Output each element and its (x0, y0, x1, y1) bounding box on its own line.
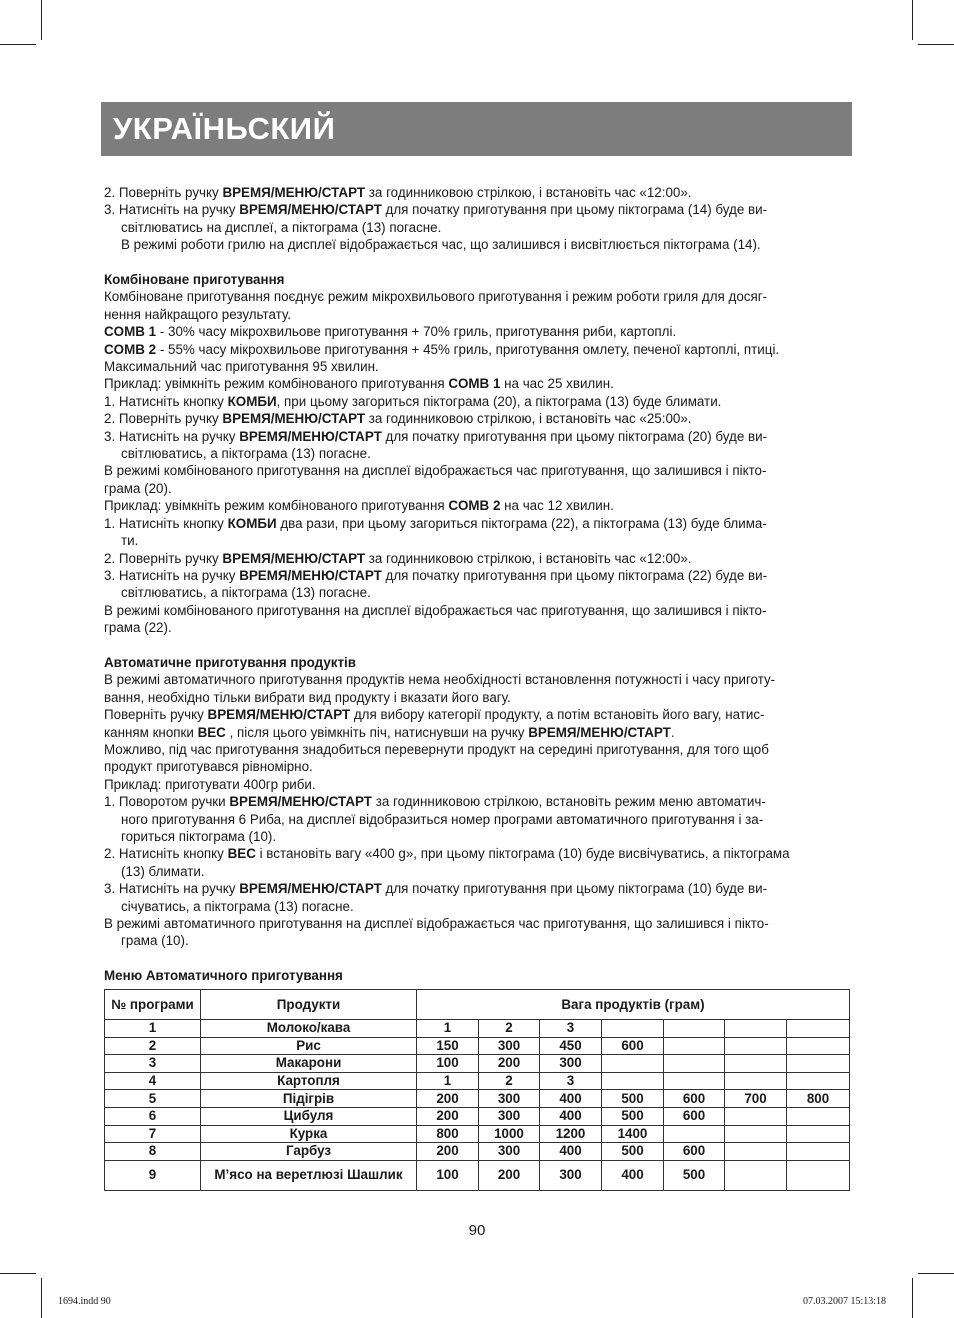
list-item-continuation: ного приготування 6 Риба, на дисплеї відобразиться номер програми автоматичного приготування і за- (121, 811, 764, 827)
table-cell: 300 (540, 1055, 602, 1073)
table-cell (725, 1125, 787, 1143)
table-cell: 1400 (602, 1125, 664, 1143)
table-cell: 3 (105, 1055, 201, 1073)
list-item: 1. Натисніть кнопку КОМБИ, при цьому загориться піктограма (20), а піктограма (13) буде блимати. (104, 393, 722, 409)
table-cell: 200 (479, 1055, 540, 1073)
table-cell: 400 (540, 1090, 602, 1108)
paragraph-line: грама (20). (104, 480, 172, 496)
paragraph-line: Комбіноване приготування поєднує режим мікрохвильового приготування і режим роботи гриля для досяг- (104, 289, 768, 305)
table-cell: Гарбуз (201, 1143, 417, 1161)
page-number: 90 (468, 1222, 486, 1239)
table-heading: Меню Автоматичного приготування (104, 968, 343, 984)
table-cell: 100 (417, 1160, 479, 1190)
crop-mark (918, 1273, 954, 1274)
table-row (105, 1107, 850, 1125)
list-item: 3. Натисніть на ручку ВРЕМЯ/МЕНЮ/СТАРТ для початку приготування при цьому піктограма (22) буде ви- (104, 567, 768, 583)
language-banner (101, 102, 852, 156)
list-item-continuation: світлюватись, а піктограма (13) погасне. (121, 446, 371, 462)
table-cell: 5 (105, 1090, 201, 1108)
table-cell: 200 (417, 1107, 479, 1125)
table-cell (602, 1020, 664, 1038)
paragraph-line: В режимі автоматичного приготування на дисплеї відображається час приготування, що залишився і пікто- (104, 916, 769, 932)
table-cell: 300 (479, 1143, 540, 1161)
column-header: № програми (105, 990, 201, 1020)
table-cell: Молоко/кава (201, 1020, 417, 1038)
table-cell: 600 (664, 1143, 725, 1161)
table-cell: Цибуля (201, 1107, 417, 1125)
table-header-row (105, 990, 850, 1020)
table-cell: 300 (540, 1160, 602, 1190)
table-cell: 2 (479, 1020, 540, 1038)
table-cell: 1200 (540, 1125, 602, 1143)
table-cell: 1000 (479, 1125, 540, 1143)
paragraph-line: нення найкращого результату. (104, 306, 291, 322)
table-cell: 500 (602, 1107, 664, 1125)
table-cell (602, 1072, 664, 1090)
table-cell: 1 (105, 1020, 201, 1038)
table-cell (725, 1072, 787, 1090)
list-item: 1. Поворотом ручки ВРЕМЯ/МЕНЮ/СТАРТ за годинниковою стрілкою, встановіть режим меню автоматич- (104, 794, 766, 810)
column-header: Вага продуктів (грам) (417, 990, 850, 1020)
print-slug-file: 1694.indd 90 (58, 1296, 111, 1307)
paragraph-line: грама (22). (104, 620, 172, 636)
list-item-continuation: світлюватись, а піктограма (13) погасне. (121, 585, 371, 601)
paragraph-line: Можливо, під час приготування знадобиться перевернути продукт на середині приготування, для того щоб (104, 741, 769, 757)
table-cell: 1 (417, 1020, 479, 1038)
section-heading: Комбіноване приготування (104, 272, 285, 288)
crop-mark (41, 1278, 42, 1318)
list-item: 2. Поверніть ручку ВРЕМЯ/МЕНЮ/СТАРТ за годинниковою стрілкою, і встановіть час «12:00». (104, 185, 692, 200)
table-cell (787, 1072, 850, 1090)
table-cell (725, 1107, 787, 1125)
crop-mark (912, 0, 913, 40)
list-item: 2. Поверніть ручку ВРЕМЯ/МЕНЮ/СТАРТ за годинниковою стрілкою, і встановіть час «12:00». (104, 550, 692, 566)
paragraph-line: В режимі комбінованого приготування на дисплеї відображається час приготування, що залишився і пікто- (104, 602, 767, 618)
example-line: Приклад: увімкніть режим комбінованого приготування COMB 2 на час 12 хвилин. (104, 498, 614, 514)
table-cell: 800 (787, 1090, 850, 1108)
table-cell: 4 (105, 1072, 201, 1090)
auto-menu-table (104, 989, 850, 1191)
list-item-continuation: гориться піктограма (10). (121, 829, 277, 844)
list-item: 2. Натисніть кнопку ВЕС і встановіть вагу «400 g», при цьому піктограма (10) буде висвічуватись, а піктограма (104, 846, 790, 862)
table-cell (664, 1125, 725, 1143)
table-row (105, 1037, 850, 1055)
table-cell (602, 1055, 664, 1073)
example-line: Приклад: увімкніть режим комбінованого приготування COMB 1 на час 25 хвилин. (104, 376, 614, 392)
table-row (105, 1090, 850, 1108)
table-cell (725, 1160, 787, 1190)
table-row (105, 1020, 850, 1038)
paragraph-line: В режимі комбінованого приготування на дисплеї відображається час приготування, що залишився і пікто- (104, 463, 767, 479)
crop-mark (912, 1278, 913, 1318)
table-cell (664, 1072, 725, 1090)
table-cell: 700 (725, 1090, 787, 1108)
paragraph-line: В режимі автоматичного приготування продуктів нема необхідності встановлення потужності і часу приготу- (104, 672, 776, 688)
paragraph-line: грама (10). (121, 933, 189, 949)
table-cell: 3 (540, 1020, 602, 1038)
list-item: 3. Натисніть на ручку ВРЕМЯ/МЕНЮ/СТАРТ для початку приготування при цьому піктограма (20) буде ви- (104, 428, 768, 444)
table-cell: 200 (417, 1143, 479, 1161)
table-cell: 9 (105, 1160, 201, 1190)
table-cell: Картопля (201, 1072, 417, 1090)
table-cell (725, 1055, 787, 1073)
paragraph-line: канням кнопки ВЕС , після цього увімкніть піч, натиснувши на ручку ВРЕМЯ/МЕНЮ/СТАРТ. (104, 724, 675, 740)
table-cell: М’ясо на веретлюзі Шашлик (201, 1160, 417, 1190)
table-cell: 6 (105, 1107, 201, 1125)
table-row (105, 1143, 850, 1161)
crop-mark (0, 44, 36, 45)
crop-mark (918, 44, 954, 45)
paragraph-line: продукт приготувався рівномірно. (104, 759, 313, 775)
page-content (104, 184, 850, 985)
crop-mark (0, 1273, 36, 1274)
table-cell (664, 1055, 725, 1073)
list-item: 3. Натисніть на ручку ВРЕМЯ/МЕНЮ/СТАРТ для початку приготування при цьому піктограма (10) буде ви- (104, 881, 768, 897)
table-cell: 500 (664, 1160, 725, 1190)
table-cell: 600 (664, 1090, 725, 1108)
table-cell: 800 (417, 1125, 479, 1143)
table-row (105, 1055, 850, 1073)
paragraph-line: Максимальний час приготування 95 хвилин. (104, 359, 379, 375)
column-header: Продукти (201, 990, 417, 1020)
table-cell (787, 1037, 850, 1055)
table-cell: 200 (479, 1160, 540, 1190)
table-cell: 8 (105, 1143, 201, 1161)
paragraph-line: Поверніть ручку ВРЕМЯ/МЕНЮ/СТАРТ для вибору категорії продукту, а потім встановіть його вагу, натис- (104, 707, 765, 723)
table-cell: 100 (417, 1055, 479, 1073)
table-cell: 3 (540, 1072, 602, 1090)
table-row (105, 1125, 850, 1143)
list-item: 2. Поверніть ручку ВРЕМЯ/МЕНЮ/СТАРТ за годинниковою стрілкою, і встановіть час «25:00». (104, 411, 692, 427)
list-item-continuation: січуватись, а піктограма (13) погасне. (121, 898, 354, 914)
list-item-continuation: (13) блимати. (121, 863, 205, 879)
table-cell: 500 (602, 1143, 664, 1161)
comb1-line: COMB 1 - 30% часу мікрохвильове приготування + 70% гриль, приготування риби, картоплі. (104, 324, 677, 340)
table-cell: 200 (417, 1090, 479, 1108)
example-line: Приклад: приготувати 400гр риби. (104, 776, 316, 792)
table-cell: 450 (540, 1037, 602, 1055)
table-cell: 400 (602, 1160, 664, 1190)
print-slug-date: 07.03.2007 15:13:18 (802, 1296, 886, 1307)
crop-mark (41, 0, 42, 40)
table-row (105, 1160, 850, 1190)
table-cell: Підігрів (201, 1090, 417, 1108)
table-cell (664, 1020, 725, 1038)
table-cell: 300 (479, 1037, 540, 1055)
table-cell (787, 1055, 850, 1073)
table-cell: 2 (105, 1037, 201, 1055)
list-item: 1. Натисніть кнопку КОМБИ два рази, при цьому загориться піктограма (22), а піктограма (13) буде блима- (104, 515, 767, 531)
table-cell (664, 1037, 725, 1055)
table-cell: 400 (540, 1143, 602, 1161)
table-cell (725, 1037, 787, 1055)
list-item-continuation: ти. (121, 533, 139, 549)
table-cell: 2 (479, 1072, 540, 1090)
list-item-continuation: світлюватись на дисплеї, а піктограма (13) погасне. (121, 219, 442, 235)
list-item: 3. Натисніть на ручку ВРЕМЯ/МЕНЮ/СТАРТ для початку приготування при цьому піктограма (14) буде ви- (104, 202, 768, 218)
table-cell: 150 (417, 1037, 479, 1055)
comb2-line: COMB 2 - 55% часу мікрохвильове приготування + 45% гриль, приготування омлету, печеної картоплі, птиці. (104, 341, 780, 357)
table-cell: 600 (664, 1107, 725, 1125)
table-cell: Курка (201, 1125, 417, 1143)
table-cell (787, 1160, 850, 1190)
table-row (105, 1072, 850, 1090)
table-cell: 1 (417, 1072, 479, 1090)
table-cell: 300 (479, 1107, 540, 1125)
table-cell: 600 (602, 1037, 664, 1055)
table-cell (725, 1143, 787, 1161)
paragraph-line: вання, необхідно тільки вибрати вид продукту і вказати його вагу. (104, 689, 511, 705)
table-cell (787, 1107, 850, 1125)
table-cell: Рис (201, 1037, 417, 1055)
table-cell: 400 (540, 1107, 602, 1125)
table-cell: Макарони (201, 1055, 417, 1073)
table-cell: 500 (602, 1090, 664, 1108)
table-cell (725, 1020, 787, 1038)
table-cell (787, 1143, 850, 1161)
table-cell: 7 (105, 1125, 201, 1143)
table-cell (787, 1125, 850, 1143)
page-title: УКРАЇНЬСКИЙ (113, 111, 336, 146)
list-item-continuation: В режимі роботи грилю на дисплеї відображається час, що залишився і висвітлюється піктограма (14). (121, 237, 761, 253)
section-heading: Автоматичне приготування продуктів (104, 654, 356, 670)
table-cell: 300 (479, 1090, 540, 1108)
table-cell (787, 1020, 850, 1038)
